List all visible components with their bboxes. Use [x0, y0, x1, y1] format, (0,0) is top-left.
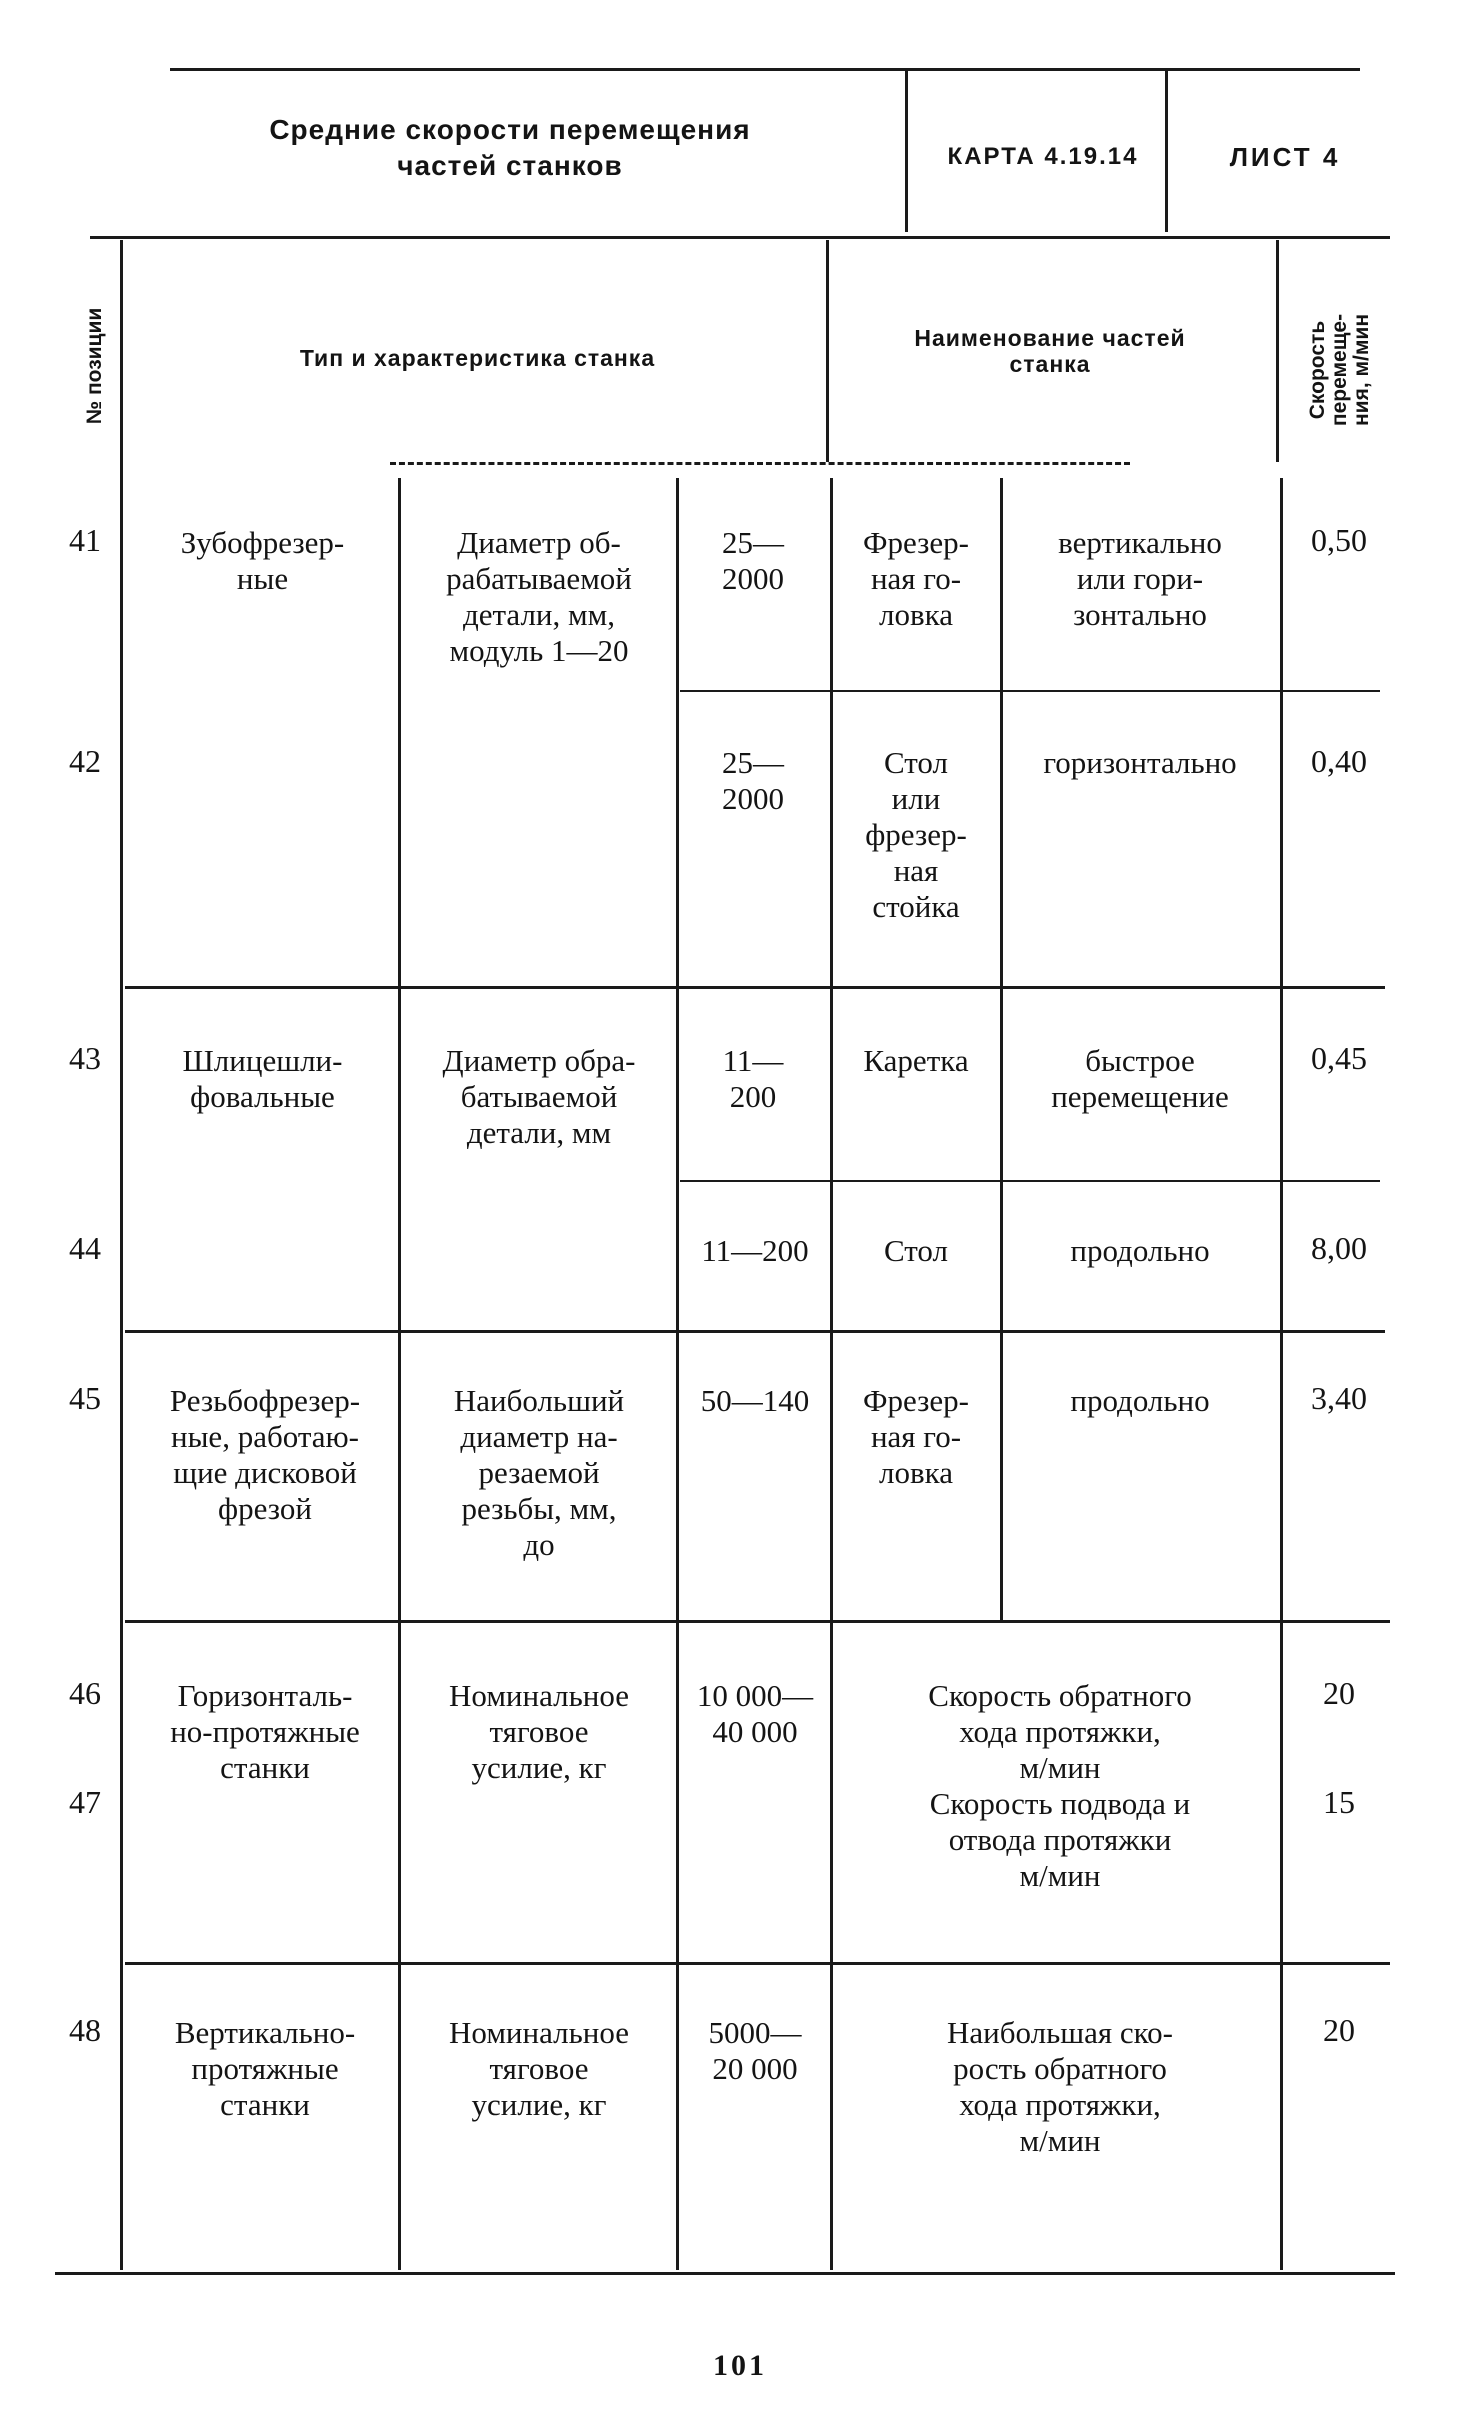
- row-rule-43-44: [680, 1180, 1380, 1182]
- col-rule-part: [1000, 478, 1003, 1623]
- row-rule-41-42: [680, 690, 1380, 692]
- col-rule-type: [398, 478, 401, 2270]
- column-header-speed: Скорость перемеще- ния, м/мин: [1306, 313, 1373, 427]
- speed-value: 0,40: [1311, 743, 1367, 779]
- col-rule-range: [830, 478, 833, 2270]
- machine-part: Фрезер- ная го- ловка: [863, 1383, 969, 1490]
- position-number: 43: [69, 1040, 101, 1076]
- parameter-range: 10 000— 40 000: [696, 1678, 814, 1749]
- parameter-range: 5000— 20 000: [708, 2015, 802, 2086]
- machine-part: Стол или фрезер- ная стойка: [865, 745, 967, 924]
- col-rule-speed-top: [1276, 240, 1279, 462]
- speed-value: 0,45: [1311, 1040, 1367, 1076]
- header-divider-1: [905, 70, 908, 232]
- movement-direction: продольно: [1070, 1233, 1210, 1268]
- column-header-position: № позиции: [83, 307, 106, 425]
- row-rule-45-46: [125, 1620, 1390, 1623]
- column-header-machine: Тип и характеристика станка: [299, 345, 656, 371]
- position-number: 45: [69, 1380, 101, 1416]
- col-rule-param: [676, 478, 679, 2270]
- speed-description: Наибольшая ско- рость обратного хода протяжки, м/мин: [947, 2015, 1173, 2158]
- sheet-number: ЛИСТ 4: [1229, 142, 1341, 172]
- speed-value: 20: [1323, 2012, 1355, 2048]
- parameter-range: 50—140: [700, 1383, 810, 1418]
- column-header-top-rule: [90, 236, 1390, 239]
- speed-value: 15: [1323, 1784, 1355, 1820]
- machine-type: Резьбофрезер- ные, работаю- щие дисковой фрезой: [169, 1383, 361, 1526]
- table-bottom-rule: [55, 2272, 1395, 2275]
- movement-direction: горизонтально: [1043, 745, 1237, 780]
- speed-value: 20: [1323, 1675, 1355, 1711]
- col-rule-machine: [826, 240, 829, 462]
- machine-type: Шлицешли- фовальные: [182, 1043, 343, 1114]
- table-title: Средние скорости перемещения частей станков: [269, 114, 751, 181]
- page-number: 101: [713, 2349, 767, 2382]
- column-header-bottom-rule: [390, 462, 1130, 465]
- machine-parameter: Диаметр об- рабатываемой детали, мм, модуль 1—20: [446, 525, 632, 668]
- position-number: 47: [69, 1784, 101, 1820]
- parameter-range: 25— 2000: [722, 525, 784, 596]
- speed-value: 3,40: [1311, 1380, 1367, 1416]
- machine-parameter: Диаметр обра- батываемой детали, мм: [442, 1043, 636, 1150]
- position-number: 46: [69, 1675, 101, 1711]
- col-rule-pos: [120, 240, 123, 2270]
- machine-type: Горизонталь- но-протяжные станки: [170, 1678, 360, 1785]
- movement-direction: быстрое перемещение: [1051, 1043, 1229, 1114]
- card-number: КАРТА 4.19.14: [947, 143, 1139, 170]
- machine-parameter: Номинальное тяговое усилие, кг: [449, 1678, 629, 1785]
- speed-value: 0,50: [1311, 522, 1367, 558]
- position-number: 41: [69, 522, 101, 558]
- position-number: 42: [69, 743, 101, 779]
- machine-type: Вертикально- протяжные станки: [174, 2015, 356, 2122]
- header-top-rule: [170, 68, 1360, 71]
- movement-direction: продольно: [1070, 1383, 1210, 1418]
- parameter-range: 11— 200: [722, 1043, 784, 1114]
- row-rule-42-43: [125, 986, 1385, 989]
- machine-parameter: Наибольший диаметр на- резаемой резьбы, мм, до: [453, 1383, 625, 1562]
- machine-parameter: Номинальное тяговое усилие, кг: [449, 2015, 629, 2122]
- machine-part: Фрезер- ная го- ловка: [863, 525, 969, 632]
- machine-type: Зубофрезер- ные: [180, 525, 345, 596]
- machine-part: Стол: [884, 1233, 948, 1268]
- machine-part: Каретка: [863, 1043, 969, 1078]
- parameter-range: 11—200: [701, 1233, 809, 1268]
- row-rule-44-45: [125, 1330, 1385, 1333]
- position-number: 44: [69, 1230, 101, 1266]
- parameter-range: 25— 2000: [722, 745, 784, 816]
- position-number: 48: [69, 2012, 101, 2048]
- col-rule-speed: [1280, 478, 1283, 2270]
- row-rule-47-48: [125, 1962, 1390, 1965]
- speed-description: Скорость обратного хода протяжки, м/мин: [928, 1678, 1192, 1785]
- speed-value: 8,00: [1311, 1230, 1367, 1266]
- speed-description: Скорость подвода и отвода протяжки м/мин: [929, 1786, 1191, 1893]
- column-header-parts: Наименование частей станка: [914, 325, 1186, 377]
- movement-direction: вертикально или гори- зонтально: [1058, 525, 1222, 632]
